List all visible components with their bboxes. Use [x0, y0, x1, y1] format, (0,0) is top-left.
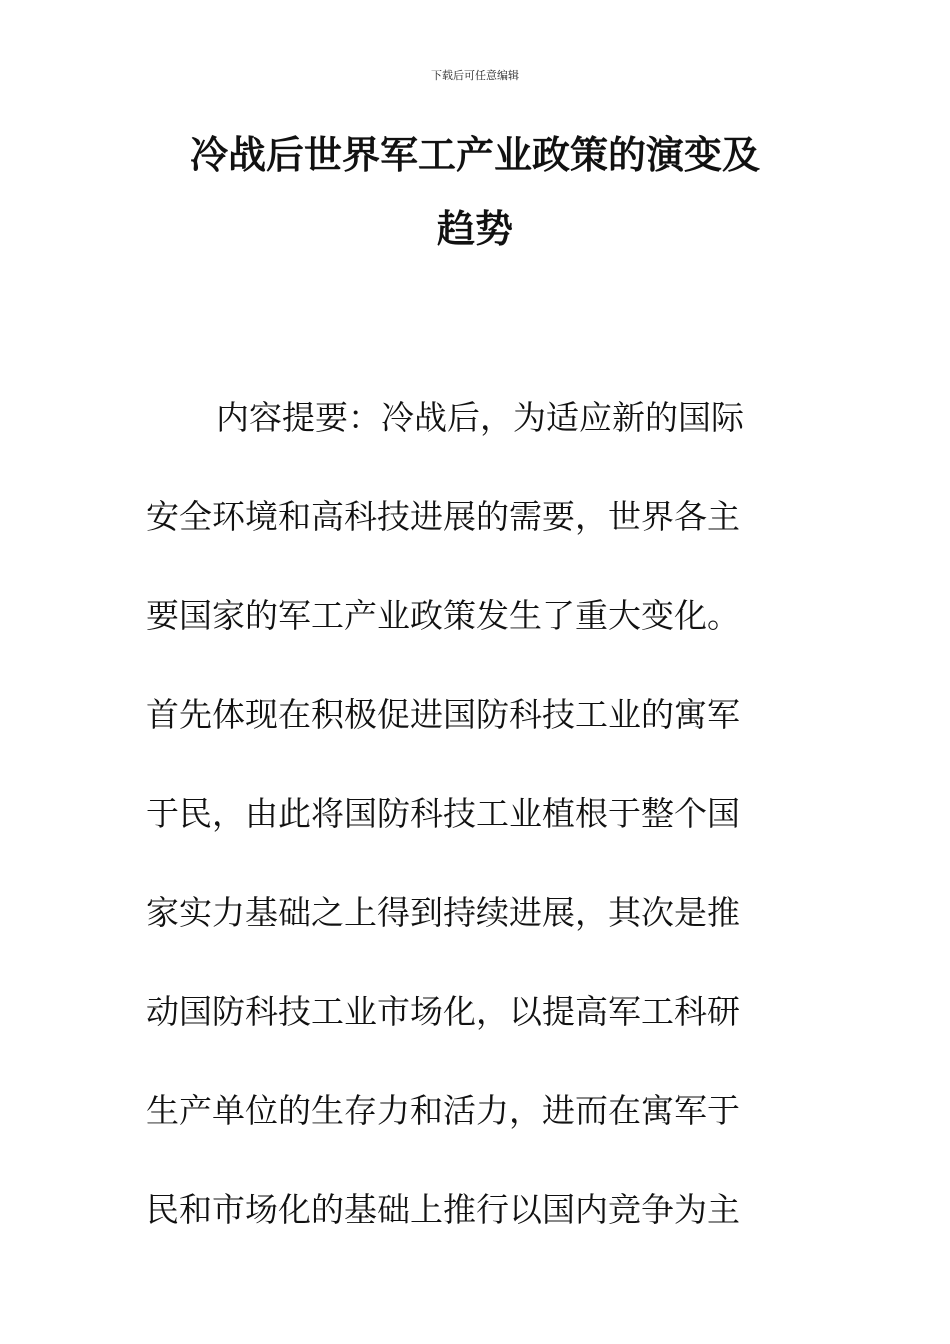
paragraph-line: 动国防科技工业市场化，以提高军工科研 — [146, 992, 740, 1031]
paragraph-line: 生产单位的生存力和活力，进而在寓军于 — [146, 1091, 740, 1130]
paragraph-line: 安全环境和高科技进展的需要，世界各主 — [146, 497, 740, 536]
document-title-line-1: 冷战后世界军工产业政策的演变及 — [189, 132, 760, 177]
paragraph-line: 家实力基础之上得到持续进展，其次是推 — [146, 893, 740, 932]
paragraph-line: 于民，由此将国防科技工业植根于整个国 — [146, 794, 740, 833]
abstract-paragraph — [146, 368, 786, 1259]
page-header-note: 下载后可任意编辑 — [431, 69, 519, 82]
paragraph-line: 首先体现在积极促进国防科技工业的寓军 — [146, 695, 740, 734]
paragraph-line: 内容提要：冷战后，为适应新的国际 — [216, 398, 744, 437]
paragraph-line: 民和市场化的基础上推行以国内竞争为主 — [146, 1190, 740, 1229]
document-title — [140, 118, 810, 266]
document-title-line-2: 趋势 — [436, 206, 513, 251]
paragraph-line: 要国家的军工产业政策发生了重大变化。 — [146, 596, 740, 635]
